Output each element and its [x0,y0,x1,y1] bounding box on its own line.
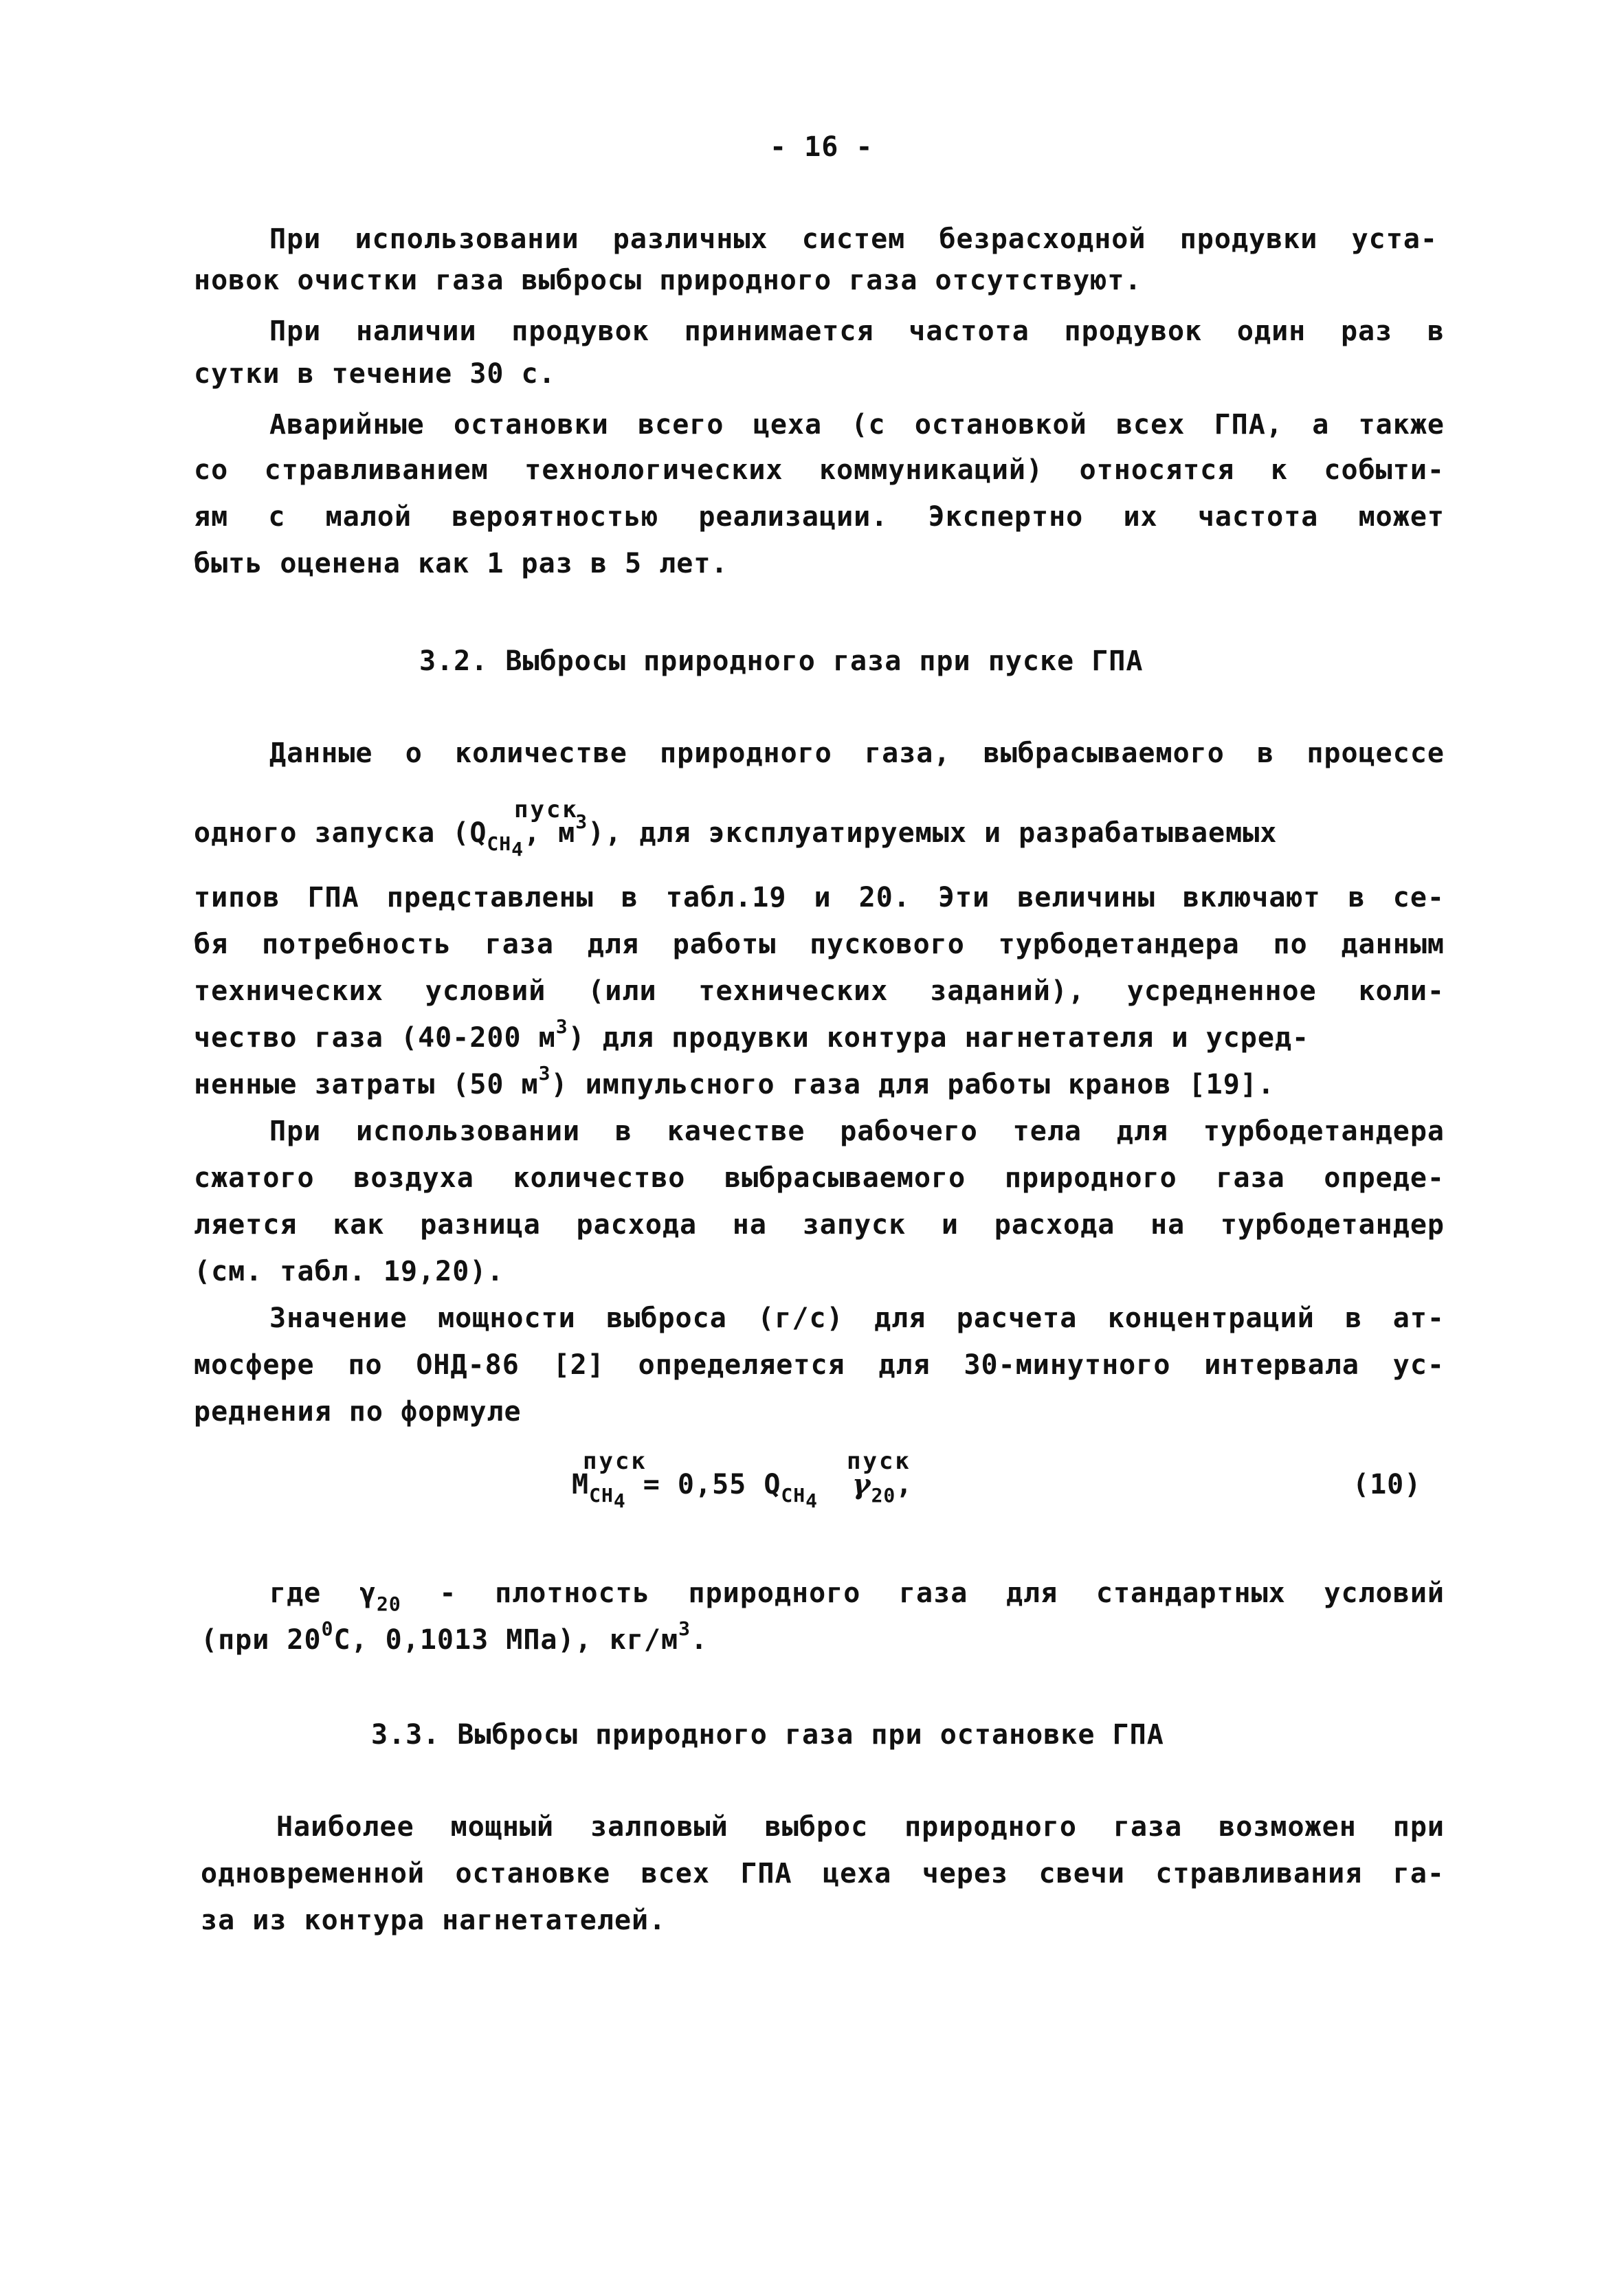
paragraph-line: где $\gamma_{20}$ - плотность природного газа для стандартных условий [269,1577,1445,1615]
paragraph-line: При использовании в качестве рабочего тела для турбодетандера [269,1116,1445,1147]
superscript-pusk: пуск [514,796,579,823]
paragraph-line: При использовании различных систем безрасходной продувки уста- [269,223,1438,255]
page-number: - 16 - [770,131,874,163]
paragraph-line: за из контура нагнетателей. [201,1905,667,1936]
paragraph-line: типов ГПА представлены в табл.19 и 20. Эти величины включают в се- [194,882,1445,913]
paragraph-line: ненные затраты (50 $м^3$) импульсного газа для работы кранов [19]. [194,1062,1275,1100]
paragraph-line: бя потребность газа для работы пускового турбодетандера по данным [194,929,1445,960]
section-heading-3-3: 3.3. Выбросы природного газа при остановке ГПА [371,1719,1164,1751]
paragraph-line: со стравливанием технологических коммуникаций) относятся к событи- [194,454,1445,486]
paragraph-line: При наличии продувок принимается частота продувок один раз в [269,315,1445,347]
paragraph-line: новок очистки газа выбросы природного газа отсутствуют. [194,265,1142,296]
paragraph-line: мосфере по ОНД-86 [2] определяется для 30-минутного интервала ус- [194,1349,1445,1381]
paragraph-line: чество газа (40-200 $м^3$) для продувки контура нагнетателя и усред- [194,1015,1310,1054]
paragraph-line-formula: одного запуска ($Q_{CH4}$, $м^3$), для эксплуатируемых и разрабатываемых [194,810,1278,861]
paragraph-line: Наиболее мощный залповый выброс природного газа возможен при [276,1811,1445,1843]
formula-number: (10) [1353,1469,1422,1500]
paragraph-line: быть оценена как 1 раз в 5 лет. [194,548,728,579]
paragraph-line: сжатого воздуха количество выбрасываемого природного газа опреде- [194,1162,1445,1194]
paragraph-line: сутки в течение 30 с. [194,358,556,390]
paragraph-line: ям с малой вероятностью реализации. Экспертно их частота может [194,501,1445,533]
formula-10: $M_{CH4} = 0,55$ $Q_{CH4}$ $\gamma_{20}$, [572,1468,913,1512]
paragraph-line: Данные о количестве природного газа, выбрасываемого в процессе [269,738,1445,769]
section-heading-3-2: 3.2. Выбросы природного газа при пуске ГПА [419,645,1144,677]
paragraph-line: Аварийные остановки всего цеха (с остановкой всех ГПА, а также [269,409,1445,441]
formula-m-superscript: пуск [583,1448,647,1475]
paragraph-line: технических условий (или технических заданий), усредненное коли- [194,975,1445,1007]
paragraph-line: реднения по формуле [194,1396,522,1428]
formula-q-superscript: пуск [847,1448,911,1475]
paragraph-line: (при $20^0С$, 0,1013 МПа), $кг/м^3$. [201,1617,709,1656]
paragraph-line: Значение мощности выброса (г/с) для расчета концентраций в ат- [269,1302,1445,1334]
paragraph-line: (см. табл. 19,20). [194,1256,504,1287]
paragraph-line: ляется как разница расхода на запуск и расхода на турбодетандер [194,1209,1445,1241]
paragraph-line: одновременной остановке всех ГПА цеха через свечи стравливания га- [201,1858,1445,1889]
